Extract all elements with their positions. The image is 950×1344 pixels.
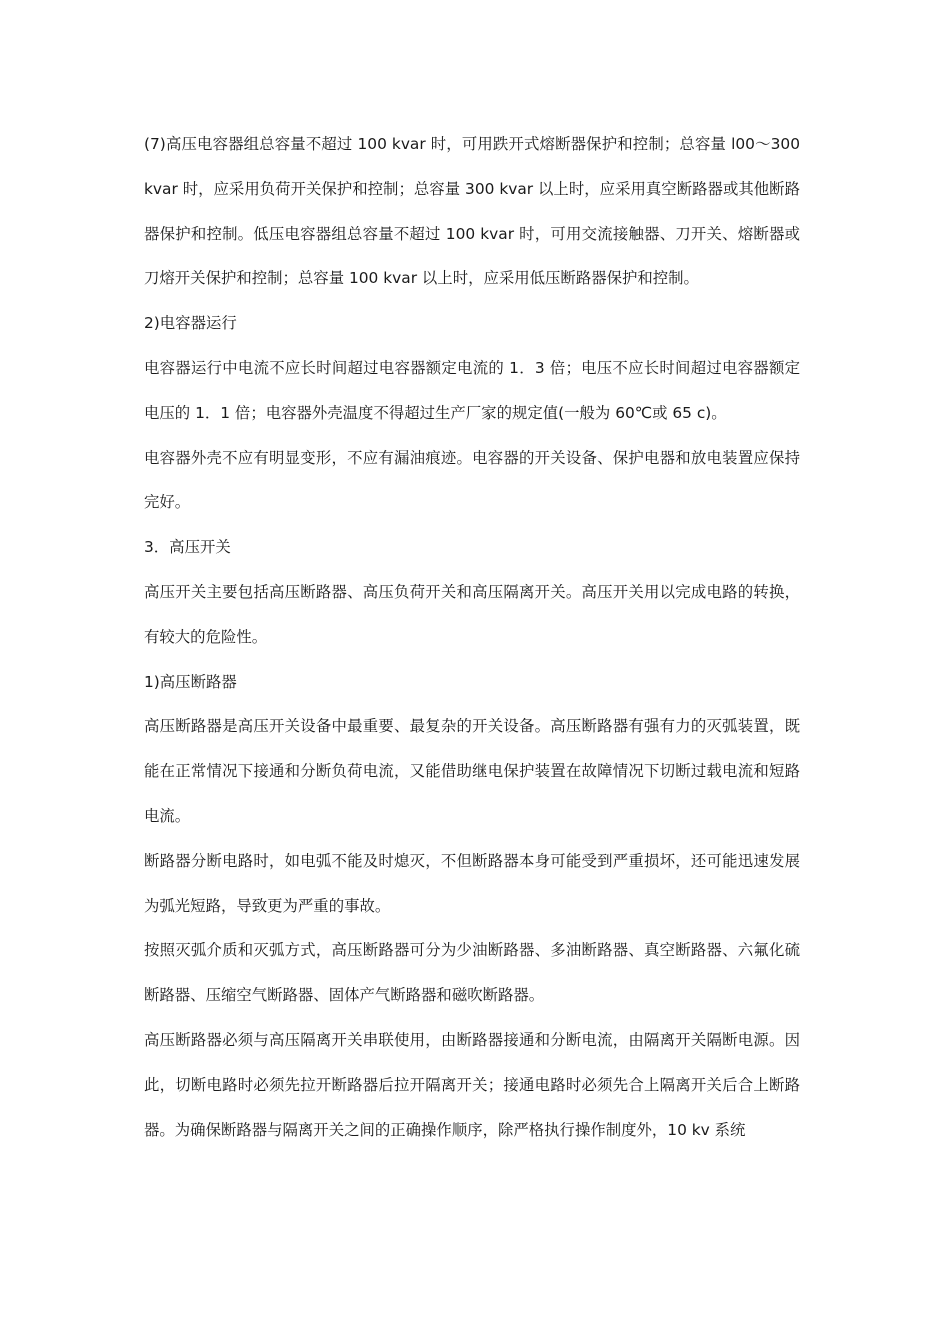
heading-high-voltage-switch: 3．高压开关 [144, 538, 231, 557]
paragraph-capacitor-current-voltage: 电容器运行中电流不应长时间超过电容器额定电流的 1．3 倍；电压不应长时间超过电容器额定电压的 1．1 倍；电容器外壳温度不得超过生产厂家的规定值(一般为 60℃或 65 c)。 [144, 358, 800, 422]
heading-capacitor-operation: 2)电容器运行 [144, 314, 237, 333]
paragraph-high-voltage-switch-types: 高压开关主要包括高压断路器、高压负荷开关和高压隔离开关。高压开关用以完成电路的转换，有较大的危险性。 [144, 582, 800, 646]
heading-high-voltage-breaker: 1)高压断路器 [144, 672, 237, 691]
document-body [144, 122, 816, 1152]
paragraph-breaker-isolator-sequence: 高压断路器必须与高压隔离开关串联使用，由断路器接通和分断电流，由隔离开关隔断电源。因此，切断电路时必须先拉开断路器后拉开隔离开关；接通电路时必须先合上隔离开关后合上断路器。为确保断路器与隔离开关之间的正确操作顺序，除严格执行操作制度外，10 kv 系统 [144, 1030, 800, 1139]
paragraph-breaker-arc: 断路器分断电路时，如电弧不能及时熄灭，不但断路器本身可能受到严重损坏，还可能迅速发展为弧光短路，导致更为严重的事故。 [144, 851, 800, 915]
paragraph-capacitor-protection: (7)高压电容器组总容量不超过 100 kvar 时，可用跌开式熔断器保护和控制；总容量 l00～300 kvar 时，应采用负荷开关保护和控制；总容量 300 kvar 以上时，应采用真空断路器或其他断路器保护和控制。低压电容器组总容量不超过 100 kvar 时，可用交流接触器、刀开关、熔断器或刀熔开关保护和控制；总容量 100 kvar 以上时，应采用低压断路器保护和控制。 [144, 135, 816, 288]
paragraph-capacitor-housing: 电容器外壳不应有明显变形，不应有漏油痕迹。电容器的开关设备、保护电器和放电装置应保持完好。 [144, 448, 800, 512]
paragraph-breaker-classification: 按照灭弧介质和灭弧方式，高压断路器可分为少油断路器、多油断路器、真空断路器、六氟化硫断路器、压缩空气断路器、固体产气断路器和磁吹断路器。 [144, 941, 800, 1005]
paragraph-breaker-description: 高压断路器是高压开关设备中最重要、最复杂的开关设备。高压断路器有强有力的灭弧装置，既能在正常情况下接通和分断负荷电流，又能借助继电保护装置在故障情况下切断过载电流和短路电流。 [144, 717, 800, 825]
